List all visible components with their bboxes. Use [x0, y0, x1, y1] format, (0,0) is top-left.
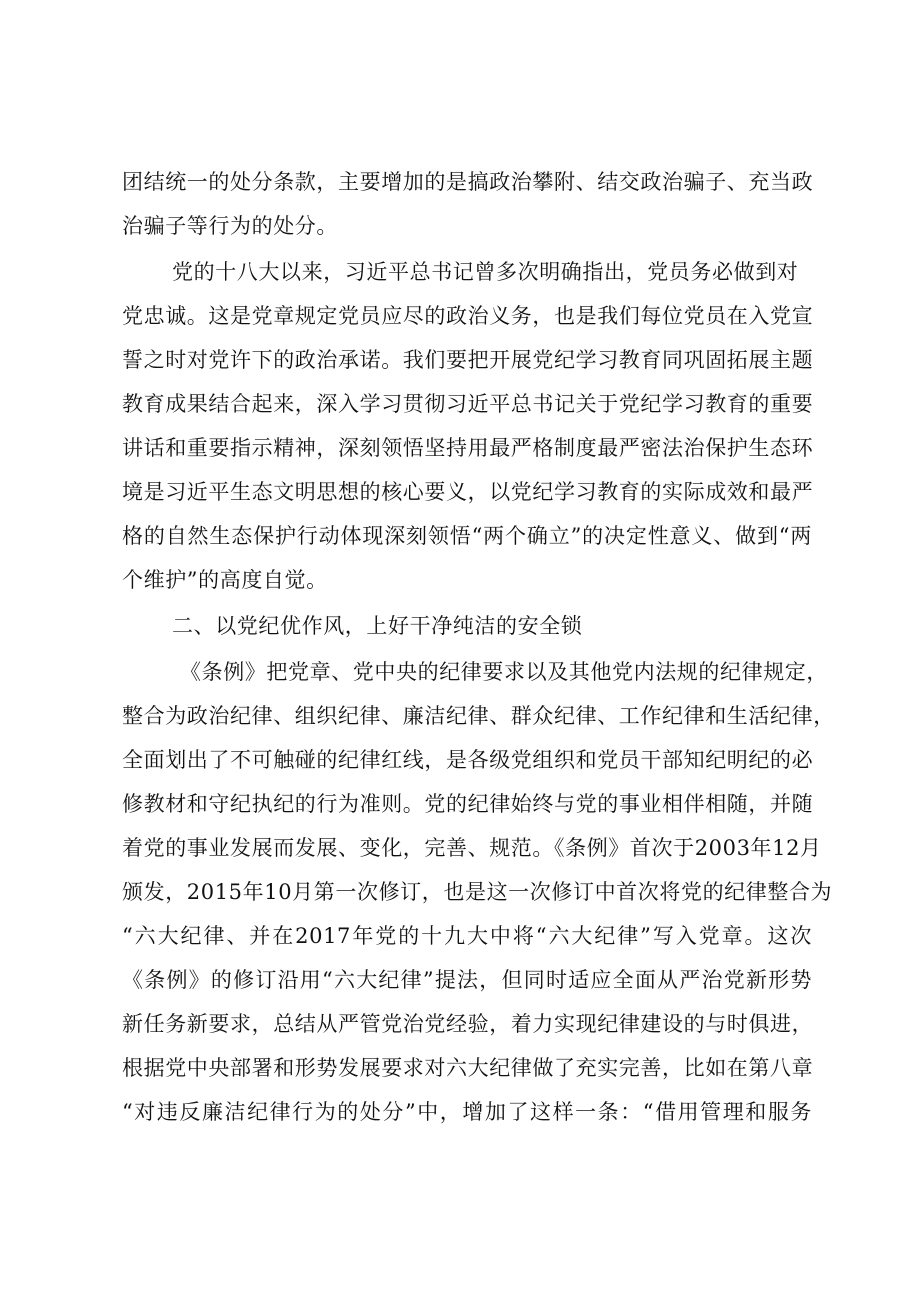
paragraph-2-line-1: 党的十八大以来，习近平总书记曾多次明确指出，党员务必做到对: [172, 260, 799, 284]
paragraph-3-line-9: 新任务新要求，总结从严管党治党经验，着力实现纪律建设的与时俱进，: [122, 1012, 814, 1036]
paragraph-2-line-8: 个维护”的高度自觉。: [122, 568, 328, 592]
paragraph-3-line-10: 根据党中央部署和形势发展要求对六大纪律做了充实完善，比如在第八章: [122, 1056, 814, 1080]
paragraph-3-line-8: 《条例》的修订沿用“六大纪律”提法，但同时适应全面从严治党新形势: [122, 968, 812, 992]
paragraph-2-line-3: 誓之时对党许下的政治承诺。我们要把开展党纪学习教育同巩固拓展主题: [122, 348, 814, 372]
paragraph-2-line-5: 讲话和重要指示精神，深刻领悟坚持用最严格制度最严密法治保护生态环: [122, 436, 814, 460]
paragraph-3-line-5: 着党的事业发展而发展、变化，完善、规范。《条例》首次于2003年12月: [122, 836, 822, 860]
paragraph-3-line-7: “六大纪律、并在2017年党的十九大中将“六大纪律”写入党章。这次: [122, 924, 812, 948]
paragraph-2-line-6: 境是习近平生态文明思想的核心要义，以党纪学习教育的实际成效和最严: [122, 480, 814, 504]
paragraph-2-line-7: 格的自然生态保护行动体现深刻领悟“两个确立”的决定性意义、做到“两: [122, 524, 812, 548]
text-line-2: 治骗子等行为的处分。: [122, 214, 338, 238]
paragraph-2-line-4: 教育成果结合起来，深入学习贯彻习近平总书记关于党纪学习教育的重要: [122, 392, 814, 416]
text-line-1: 团结统一的处分条款，主要增加的是搞政治攀附、结交政治骗子、充当政: [122, 170, 814, 194]
paragraph-3-line-4: 修教材和守纪执纪的行为准则。党的纪律始终与党的事业相伴相随，并随: [122, 792, 814, 816]
section-heading: 二、以党纪优作风，上好干净纯洁的安全锁: [172, 614, 583, 638]
paragraph-3-line-2: 整合为政治纪律、组织纪律、廉洁纪律、群众纪律、工作纪律和生活纪律，: [122, 704, 835, 728]
paragraph-3-line-1: 《条例》把党章、党中央的纪律要求以及其他党内法规的纪律规定，: [180, 660, 828, 684]
paragraph-3-line-11: “对违反廉洁纪律行为的处分”中，增加了这样一条：“借用管理和服务: [122, 1100, 812, 1124]
paragraph-3-line-3: 全面划出了不可触碰的纪律红线，是各级党组织和党员干部知纪明纪的必: [122, 748, 814, 772]
paragraph-3-line-6: 颁发，2015年10月第一次修订，也是这一次修订中首次将党的纪律整合为: [122, 880, 833, 904]
paragraph-2-line-2: 党忠诚。这是党章规定党员应尽的政治义务，也是我们每位党员在入党宣: [122, 304, 814, 328]
